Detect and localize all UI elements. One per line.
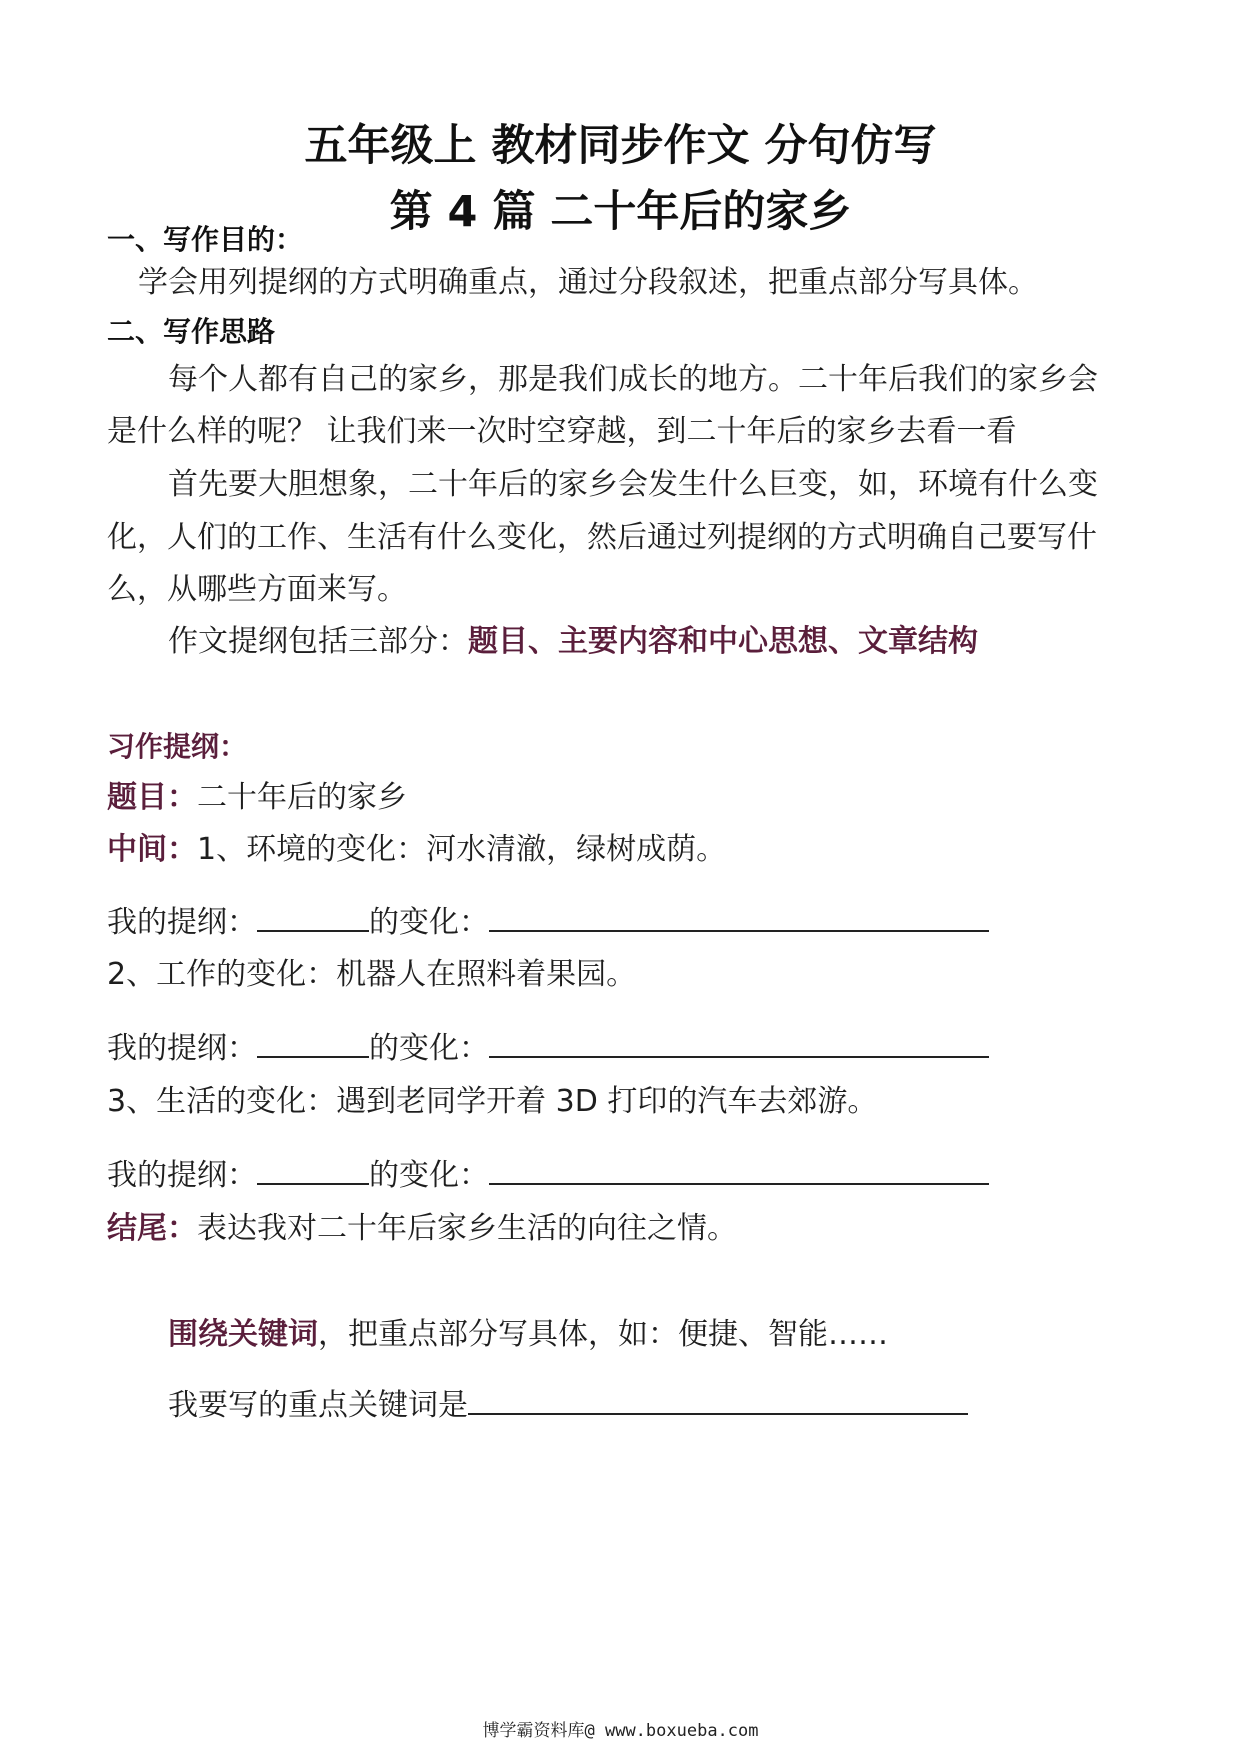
section2-paragraph2-line2: 化，人们的工作、生活有什么变化，然后通过列提纲的方式明确自己要写什 [107,520,1097,555]
section2-paragraph3 [168,622,1208,662]
document-title: 五年级上 教材同步作文 分句仿写 [304,121,937,171]
fill-blank-long[interactable] [489,1026,989,1058]
outline-ending-label: 结尾： [107,1211,197,1246]
outline-title-label: 题目： [107,780,197,815]
change-label: 的变化： [369,905,489,940]
keywords-row [168,1315,1208,1355]
fill-blank-short[interactable] [257,1026,369,1058]
my-outline-row-3 [107,1153,1147,1196]
document-subtitle: 第 4 篇 二十年后的家乡 [389,187,852,237]
section2-paragraph2-line3: 么，从哪些方面来写。 [107,572,407,607]
outline-item-1: 1、环境的变化：河水清澈，绿树成荫。 [197,832,727,867]
keywords-fill-blank[interactable] [468,1383,968,1415]
section1-heading: 一、写作目的： [107,223,304,256]
outline-middle-row [107,830,1147,870]
outline-item-3: 3、生活的变化：遇到老同学开着 3D 打印的汽车去郊游。 [107,1084,878,1119]
my-outline-row-2 [107,1026,1147,1069]
fill-blank-short[interactable] [257,900,369,932]
outline-ending-row [107,1209,1147,1249]
keywords-bold: 围绕关键词 [168,1317,318,1352]
section2-heading: 二、写作思路 [107,315,276,348]
fill-blank-long[interactable] [489,900,989,932]
change-label: 的变化： [369,1158,489,1193]
outline-title-row [107,778,1147,818]
section2-paragraph1-line2: 是什么样的呢？ 让我们来一次时空穿越，到二十年后的家乡去看一看 [107,414,1017,449]
section1-text: 学会用列提纲的方式明确重点，通过分段叙述，把重点部分写具体。 [138,265,1038,300]
my-outline-row-1 [107,900,1147,943]
my-outline-label: 我的提纲： [107,1158,257,1193]
outline-title-text: 二十年后的家乡 [197,780,407,815]
outline-ending-text: 表达我对二十年后家乡生活的向往之情。 [197,1211,737,1246]
footer-watermark: 博学霸资料库@ www.boxueba.com [482,1721,759,1741]
keywords-text: ，把重点部分写具体，如：便捷、智能…… [318,1317,888,1352]
outline-middle-label: 中间： [107,832,197,867]
change-label: 的变化： [369,1031,489,1066]
fill-blank-short[interactable] [257,1153,369,1185]
section2-paragraph1-line1: 每个人都有自己的家乡，那是我们成长的地方。二十年后我们的家乡会 [168,362,1098,397]
section2-paragraph2-line1: 首先要大胆想象，二十年后的家乡会发生什么巨变，如，环境有什么变 [168,467,1098,502]
outline-parts-intro: 作文提纲包括三部分： [168,624,468,659]
outline-item-2: 2、工作的变化：机器人在照料着果园。 [107,957,637,992]
keywords-prompt: 我要写的重点关键词是 [168,1388,468,1423]
fill-blank-long[interactable] [489,1153,989,1185]
my-outline-label: 我的提纲： [107,905,257,940]
outline-heading: 习作提纲： [107,730,248,763]
keywords-prompt-row [168,1383,1208,1426]
outline-parts-list: 题目、主要内容和中心思想、文章结构 [468,624,978,659]
my-outline-label: 我的提纲： [107,1031,257,1066]
